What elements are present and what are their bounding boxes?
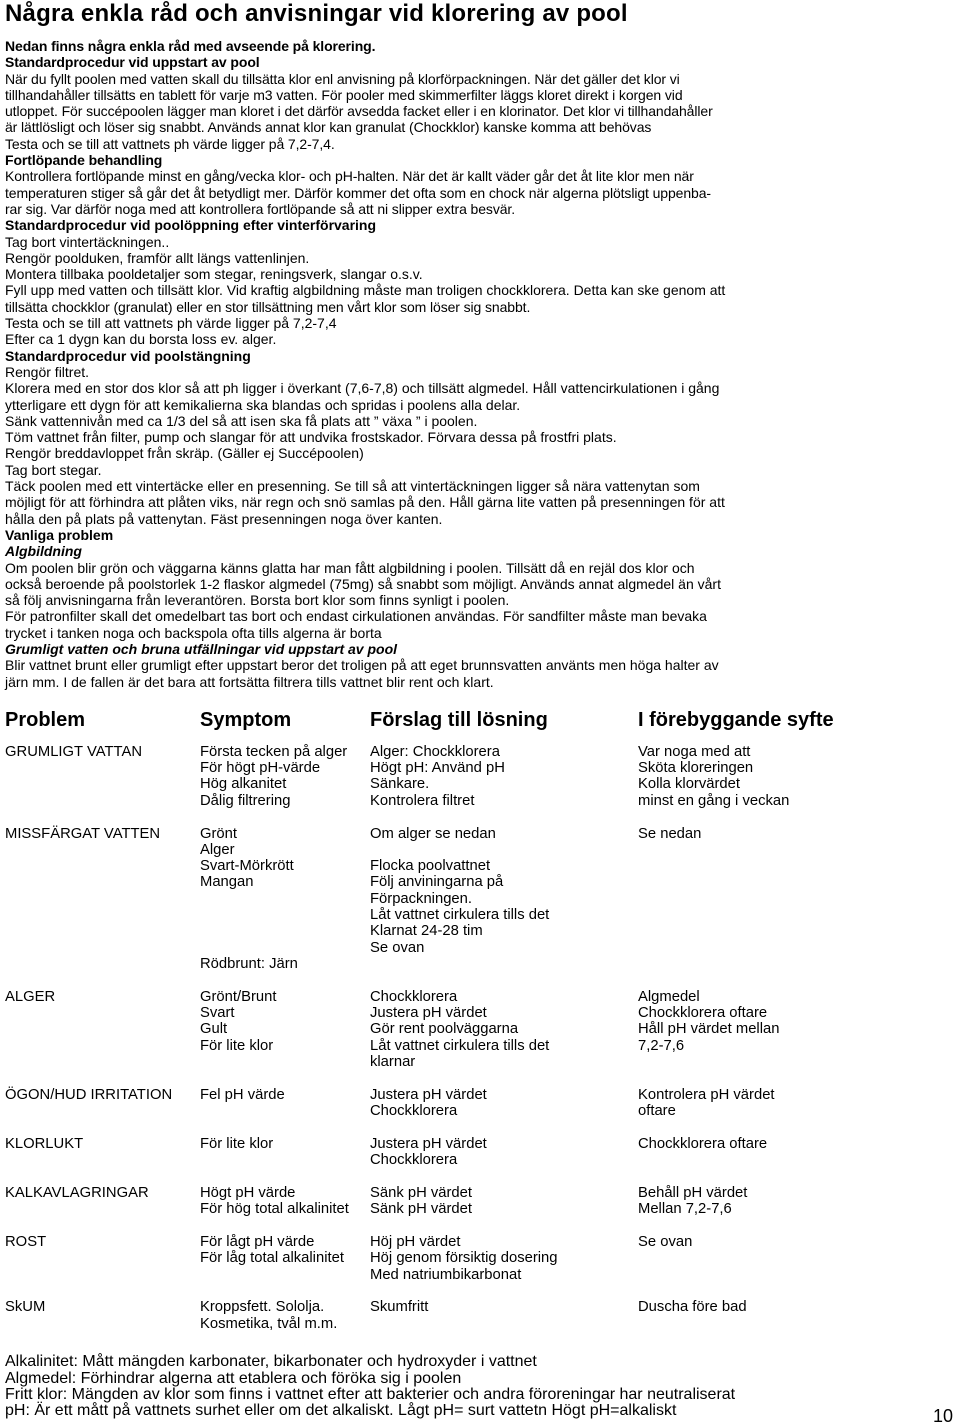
- text-line: Standardprocedur vid uppstart av pool: [5, 54, 260, 71]
- definition-line: pH: Är ett mått på vattnets surhet eller om det alkaliskt. Lågt pH= surt vattetn Högt pH=alkaliskt: [5, 1402, 677, 1420]
- table-row: [5, 1136, 865, 1185]
- text-line: Standardprocedur vid poolöppning efter vinterförvaring: [5, 217, 377, 234]
- table-body: [5, 744, 865, 1349]
- definition-line: Fritt klor: Mängden av klor som finns i vattnet efter att bakterier och andra föroreningar har neutraliserat: [5, 1386, 736, 1404]
- cell-solution: Om alger se nedan Flocka poolvattnet Följ anviningarna på Förpackningen. Låt vattnet cirkulera tills det Klarnat 24-28 tim Se ovan: [370, 825, 550, 956]
- text-line: Klorera med en stor dos klor så att ph ligger i överkant (7,6-7,8) och tillsätt algmedel. Håll vattencirkulationen i gång: [5, 380, 720, 397]
- text-line: Töm vattnet från filter, pump och slangar för att undvika frostskador. Förvara dessa på frostfri plats.: [5, 429, 617, 446]
- cell-symptom: Högt pH värde För hög total alkalinitet: [200, 1184, 349, 1218]
- text-line: ytterligare ett dygn för att kemikalierna ska blandas och spridas i poolens alla delar.: [5, 396, 521, 413]
- cell-prevention: Algmedel Chockklorera oftare Håll pH värdet mellan 7,2-7,6: [638, 988, 780, 1054]
- text-line: Om poolen blir grön och väggarna känns glatta har man fått algbildning i poolen. Tillsätt då en rejäl dos klor och: [5, 559, 695, 576]
- header-solution: Förslag till lösning: [370, 708, 548, 731]
- text-line: Tag bort vintertäckningen..: [5, 233, 170, 250]
- table-row: [5, 1299, 865, 1348]
- problem-table: [5, 708, 865, 1349]
- text-line: För patronfilter skall det omedelbart tas bort och endast cirkulationen användas. För sandfilter måste man bevaka: [5, 608, 707, 625]
- table-row: [5, 1087, 865, 1136]
- table-row: [5, 826, 865, 989]
- table-row: [5, 989, 865, 1087]
- instructions-body: [5, 38, 855, 690]
- text-line: Täck poolen med ett vintertäcke eller en presenning. Se till så att vintertäckningen ligger så nära vattenytan som: [5, 478, 700, 495]
- page-number: 10: [933, 1406, 954, 1426]
- text-line: också beroende på poolstorlek 1-2 flaskor algmedel (75mg) så snabbt som möjligt. Används annat algmedel än vårt: [5, 575, 721, 592]
- text-line: När du fyllt poolen med vatten skall du tillsätta klor enl anvisning på klorförpackningen. När det gäller det klor vi: [5, 70, 680, 87]
- text-line: Fyll upp med vatten och tillsätt klor. Vid kraftig algbildning måste man troligen chockklorera. Detta kan ske genom att: [5, 282, 726, 299]
- table-row: [5, 744, 865, 826]
- cell-solution: Chockklorera Justera pH värdet Gör rent poolväggarna Låt vattnet cirkulera tills det klarnar: [370, 988, 550, 1070]
- definition-line: Algmedel: Förhindrar algerna att etablera och föröka sig i poolen: [5, 1369, 462, 1387]
- cell-symptom: Grönt/Brunt Svart Gult För lite klor: [200, 988, 277, 1054]
- header-prevention: I förebyggande syfte: [638, 708, 834, 731]
- text-line: trycket i tanken noga och backspola ofta tills algerna är borta: [5, 624, 382, 641]
- text-line: Kontrollera fortlöpande minst en gång/vecka klor- och pH-halten. När det är kallt väder går det åt lite klor men när: [5, 168, 694, 185]
- text-line: tillhandahåller tillsätts en tablett för varje m3 vatten. För pooler med skimmerfilter läggs kloret direkt i korgen vid: [5, 86, 683, 103]
- text-line: så följ anvisningarna från leverantören. Borsta bort klor som finns synligt i poolen.: [5, 592, 510, 609]
- cell-problem: KLORLUKT: [5, 1135, 84, 1152]
- text-line: utloppet. För succépoolen lägger man kloret i det därför avsedda facket eller i en klorinator. Det klor vi tillhandahåller: [5, 103, 713, 120]
- text-line: temperaturen stiger så går det åt betydligt mer. Därför kommer det ofta som en chock när algerna plötsligt uppenba-: [5, 184, 711, 201]
- cell-prevention: Kontrolera pH värdet oftare: [638, 1086, 775, 1120]
- cell-prevention: Duscha före bad: [638, 1299, 747, 1316]
- cell-problem: ÖGON/HUD IRRITATION: [5, 1086, 173, 1103]
- cell-problem: ROST: [5, 1234, 47, 1250]
- cell-symptom: Fel pH värde: [200, 1086, 285, 1103]
- cell-problem: GRUMLIGT VATTAN: [5, 743, 143, 760]
- cell-prevention: Var noga med att Sköta kloreringen Kolla klorvärdet minst en gång i veckan: [638, 743, 790, 809]
- text-line: Rengör breddavloppet från skräp. (Gäller ej Succépoolen): [5, 445, 364, 462]
- cell-solution: Skumfritt: [370, 1299, 429, 1316]
- cell-problem: MISSFÄRGAT VATTEN: [5, 825, 161, 842]
- cell-prevention: Chockklorera oftare: [638, 1135, 768, 1152]
- cell-solution: Justera pH värdet Chockklorera: [370, 1135, 487, 1169]
- text-line: Nedan finns några enkla råd med avseende på klorering.: [5, 38, 376, 54]
- table-row: [5, 1185, 865, 1234]
- table-row: [5, 1234, 865, 1299]
- cell-symptom: För lågt pH värde För låg total alkalinitet: [200, 1234, 344, 1267]
- text-line: Montera tillbaka pooldetaljer som stegar, reningsverk, slangar o.s.v.: [5, 266, 423, 283]
- cell-prevention: Behåll pH värdet Mellan 7,2-7,6: [638, 1184, 748, 1218]
- text-line: Fortlöpande behandling: [5, 152, 163, 169]
- text-line: Sänk vattennivån med ca 1/3 del så att isen ska få plats att ” växa ” i poolen.: [5, 412, 478, 429]
- cell-solution: Höj pH värdet Höj genom försiktig dosering Med natriumbikarbonat: [370, 1234, 558, 1283]
- text-line: hålla den på plats på vattenytan. Fäst presenningen noga över kanten.: [5, 510, 443, 527]
- cell-prevention: Se nedan: [638, 825, 702, 842]
- text-line: möjligt för att förhindra att plåten viks, när regn och snö samlas på den. Håll gärna lite vatten på presenningen för att: [5, 494, 725, 511]
- text-line: Rengör filtret.: [5, 363, 90, 380]
- definition-line: Alkalinitet: Mått mängden karbonater, bikarbonater och hydroxyder i vattnet: [5, 1353, 537, 1371]
- cell-solution: Justera pH värdet Chockklorera: [370, 1086, 487, 1120]
- cell-problem: KALKAVLAGRINGAR: [5, 1184, 149, 1201]
- text-line: Tag bort stegar.: [5, 461, 102, 478]
- cell-prevention: Se ovan: [638, 1234, 693, 1250]
- text-line: är lättlösligt och löser sig snabbt. Används annat klor kan granulat (Chockklor) kanske komma att behövas: [5, 119, 652, 136]
- text-line: Efter ca 1 dygn kan du borsta loss ev. alger.: [5, 331, 277, 348]
- definitions: [5, 1354, 855, 1419]
- text-line: järn mm. I de fallen är det bara att fortsätta filtrera tills vattnet blir rent och klart.: [5, 673, 494, 690]
- header-problem: Problem: [5, 708, 86, 731]
- text-line: Grumligt vatten och bruna utfällningar vid uppstart av pool: [5, 640, 398, 657]
- cell-symptom: Kroppsfett. Sololja. Kosmetika, tvål m.m.: [200, 1299, 338, 1332]
- text-line: Standardprocedur vid poolstängning: [5, 347, 251, 364]
- cell-problem: SkUM: [5, 1299, 46, 1316]
- table-header-row: [5, 708, 865, 744]
- text-line: Testa och se till att vattnets ph värde ligger på 7,2-7,4: [5, 315, 337, 332]
- page-title: Några enkla råd och anvisningar vid klorering av pool: [5, 0, 628, 27]
- cell-solution: Alger: Chockklorera Högt pH: Använd pH Sänkare. Kontrolera filtret: [370, 743, 505, 809]
- cell-problem: ALGER: [5, 988, 56, 1005]
- text-line: Rengör poolduken, framför allt längs vattenlinjen.: [5, 249, 310, 266]
- cell-symptom: För lite klor: [200, 1135, 274, 1152]
- text-line: rar sig. Var därför noga med att kontrollera fortlöpande så att ni slipper extra besvär.: [5, 200, 515, 217]
- text-line: Blir vattnet brunt eller grumligt efter uppstart beror det troligen på att eget brunnsvatten använts men höga halter av: [5, 657, 719, 674]
- header-symptom: Symptom: [200, 708, 292, 731]
- text-line: Algbildning: [5, 543, 82, 560]
- cell-solution: Sänk pH värdet Sänk pH värdet: [370, 1184, 472, 1218]
- text-line: Testa och se till att vattnets ph värde ligger på 7,2-7,4.: [5, 135, 335, 152]
- document: [5, 0, 855, 1420]
- cell-symptom: Första tecken på alger För högt pH-värde Hög alkanitet Dålig filtrering: [200, 743, 348, 809]
- text-line: tillsätta chockklor (granulat) eller en stor tillsättning men vårt klor som löser sig snabbt.: [5, 298, 531, 315]
- text-line: Vanliga problem: [5, 526, 114, 543]
- cell-symptom: Grönt Alger Svart-Mörkrött Mangan Rödbrunt: Järn: [200, 825, 298, 972]
